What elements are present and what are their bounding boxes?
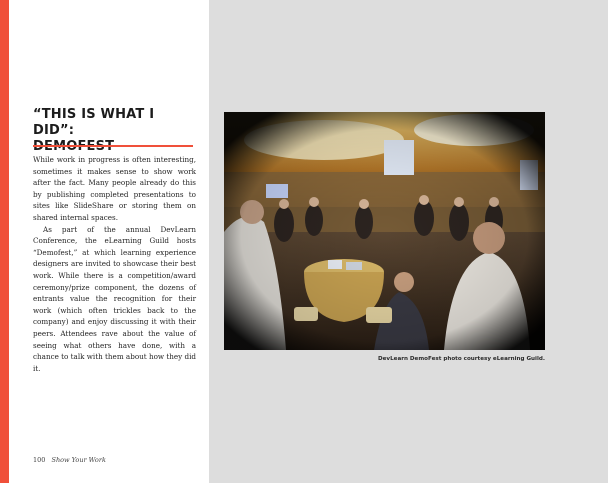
running-book-title: Show Your Work [51, 456, 106, 464]
body-text [33, 154, 196, 374]
section-heading [33, 107, 198, 155]
body-paragraph-1: While work in progress is often interesting, sometimes it makes sense to show work after the fact. Many people already do this by publishing completed presentations to sites like SlideShare or storing them on shared internal spaces. [33, 155, 196, 222]
demofest-photo [224, 112, 545, 350]
body-paragraph-2: As part of the annual DevLearn Conference, the eLearning Guild hosts “Demofest,” at which learning experience designers are invited to showcase their best work. While there is a competition/award ceremony/prize component, the dozens of entrants value the recognition for their work (which often trickles back to the company) and enjoy discussing it with their peers. Attendees rave about the value of seeing what others have done, with a chance to talk with them about how they did it. [33, 224, 196, 373]
accent-bar [0, 0, 9, 483]
demofest-photo-illustration [224, 112, 545, 350]
photo-caption: DevLearn DemoFest photo courtesy eLearning Guild. [378, 356, 545, 362]
page-footer [33, 456, 106, 464]
section-heading-line1: “THIS IS WHAT I DID”: [33, 107, 155, 138]
page-number: 100 [33, 456, 46, 464]
heading-rule [33, 145, 193, 147]
